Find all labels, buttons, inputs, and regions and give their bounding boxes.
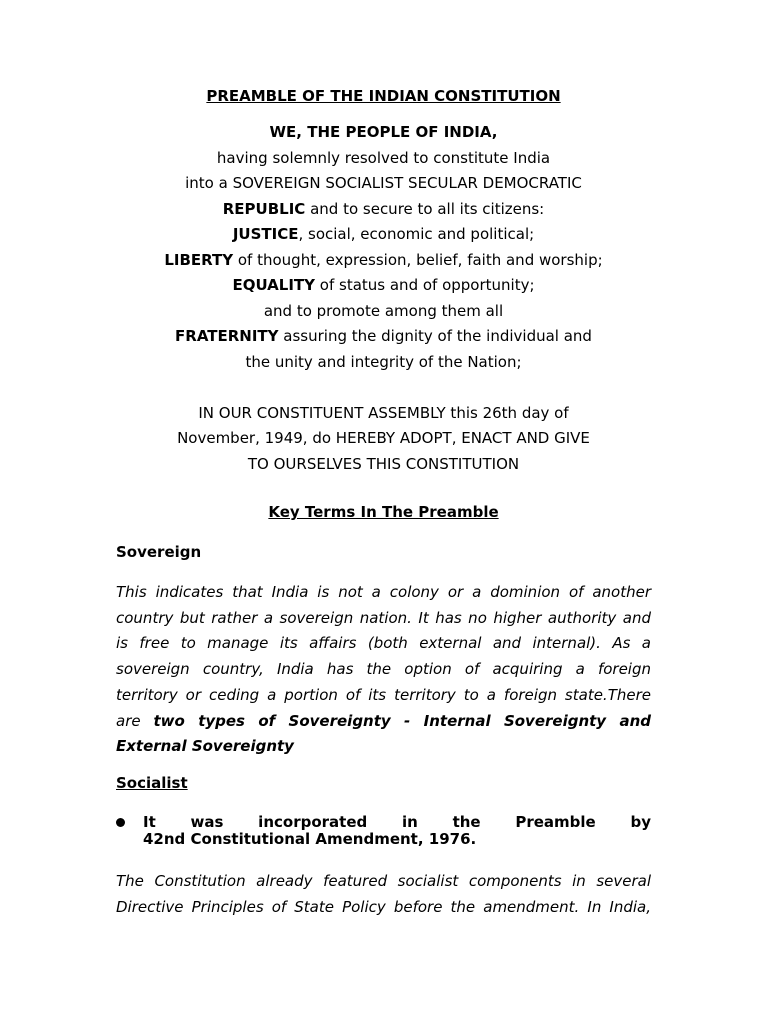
preamble-line: the unity and integrity of the Nation; bbox=[245, 352, 522, 371]
socialist-heading: Socialist bbox=[116, 774, 188, 792]
paragraph-line: territory or ceding a portion of its territory to a foreign state.There bbox=[116, 685, 651, 704]
preamble-line-rest: and to secure to all its citizens: bbox=[305, 199, 545, 218]
preamble-line: into a SOVEREIGN SOCIALIST SECULAR DEMOCRATIC bbox=[185, 174, 582, 192]
preamble-keyword: EQUALITY bbox=[232, 276, 316, 294]
preamble-line-rest: of status and of opportunity; bbox=[315, 276, 535, 294]
preamble-line-rest: assuring the dignity of the individual and bbox=[278, 327, 592, 345]
preamble-line: having solemnly resolved to constitute India bbox=[216, 148, 551, 167]
preamble-line: and to promote among them all bbox=[263, 301, 504, 320]
document-title: PREAMBLE OF THE INDIAN CONSTITUTION bbox=[206, 87, 561, 105]
preamble-keyword: FRATERNITY bbox=[175, 327, 279, 345]
preamble-line: TO OURSELVES THIS CONSTITUTION bbox=[247, 454, 520, 473]
paragraph-line bbox=[116, 709, 651, 735]
emphasis-text: two types of Sovereignty - Internal Sovereignty and bbox=[153, 711, 651, 730]
bullet-line: 42nd Constitutional Amendment, 1976. bbox=[143, 830, 477, 848]
socialist-paragraph bbox=[116, 869, 651, 920]
paragraph-line bbox=[116, 734, 651, 760]
paragraph-line: is free to manage its affairs (both external and internal). As a bbox=[116, 634, 651, 653]
key-terms-heading: Key Terms In The Preamble bbox=[268, 503, 499, 521]
preamble-text bbox=[106, 120, 661, 477]
preamble-line: IN OUR CONSTITUENT ASSEMBLY this 26th day of bbox=[198, 403, 569, 422]
paragraph-line: country but rather a sovereign nation. It has no higher authority and bbox=[116, 608, 651, 627]
sovereign-paragraph bbox=[116, 580, 651, 760]
preamble-opening: WE, THE PEOPLE OF INDIA, bbox=[269, 123, 498, 141]
preamble-line bbox=[106, 197, 661, 223]
paragraph-line: This indicates that India is not a colony or a dominion of another bbox=[116, 583, 651, 601]
bullet-line: It was incorporated in the Preamble by bbox=[143, 813, 651, 831]
preamble-line: November, 1949, do HEREBY ADOPT, ENACT AND GIVE bbox=[177, 429, 590, 447]
paragraph-line: Directive Principles of State Policy before the amendment. In India, bbox=[116, 897, 651, 916]
preamble-keyword: JUSTICE bbox=[232, 225, 299, 243]
preamble-line-rest: , social, economic and political; bbox=[298, 225, 535, 243]
preamble-line bbox=[106, 248, 661, 274]
sovereign-heading: Sovereign bbox=[116, 543, 202, 561]
paragraph-line: sovereign country, India has the option of acquiring a foreign bbox=[116, 660, 651, 679]
bullet-text bbox=[143, 814, 651, 848]
preamble-line-rest: of thought, expression, belief, faith and worship; bbox=[233, 250, 603, 269]
paragraph-line: The Constitution already featured socialist components in several bbox=[116, 872, 651, 890]
emphasis-text: External Sovereignty bbox=[116, 737, 294, 756]
preamble-keyword: REPUBLIC bbox=[222, 199, 306, 218]
preamble-line bbox=[106, 222, 661, 248]
blank-line bbox=[106, 375, 661, 401]
paragraph-text: are bbox=[116, 711, 154, 730]
preamble-keyword: LIBERTY bbox=[164, 250, 234, 269]
preamble-line bbox=[106, 324, 661, 350]
preamble-line bbox=[106, 273, 661, 299]
bullet-dot-icon bbox=[116, 818, 125, 827]
